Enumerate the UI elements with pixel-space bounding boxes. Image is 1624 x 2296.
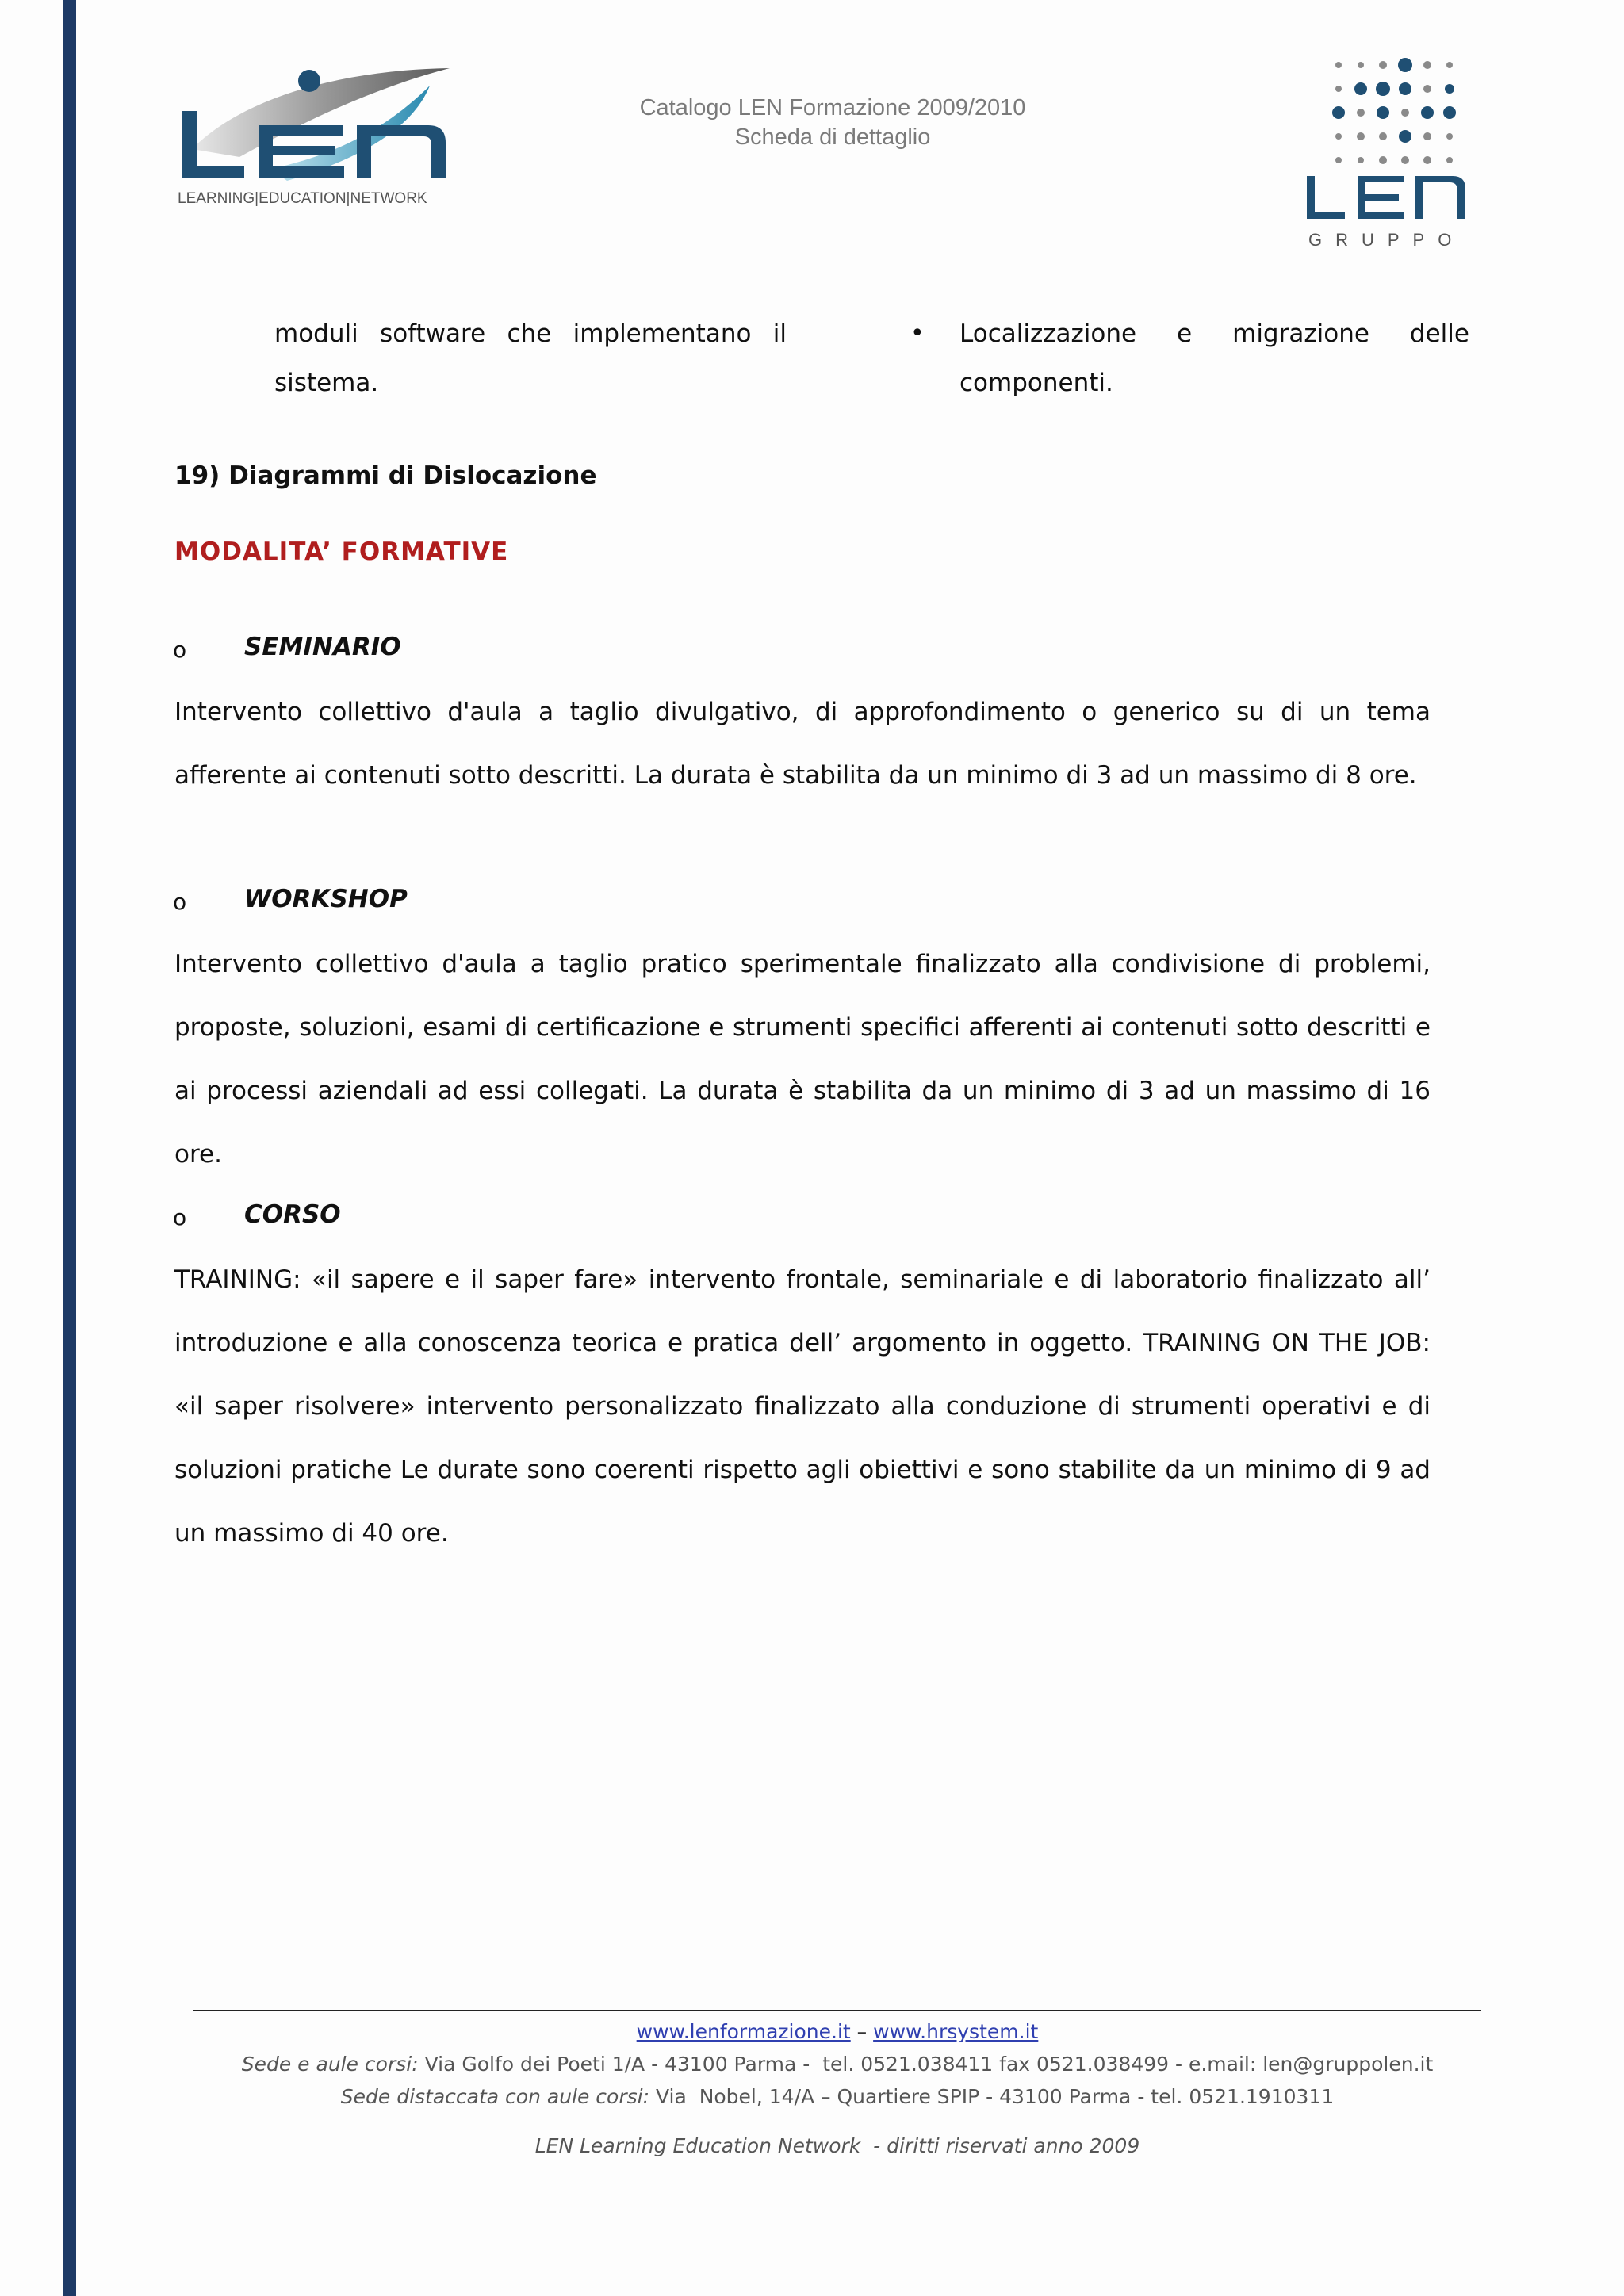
bullet-word: e [1177, 320, 1193, 348]
footer-address-secondary [193, 2083, 1481, 2111]
logo-dot [1399, 82, 1411, 95]
logo-dot [1399, 130, 1411, 143]
logo-dot [1446, 133, 1453, 140]
corso-title: CORSO [244, 1200, 341, 1229]
logo-dot [1358, 62, 1364, 68]
footer-address-text: Via Golfo dei Poeti 1/A - 43100 Parma - tel. 0521.038411 fax 0521.038499 - e.mail: len@gruppolen.it [418, 2053, 1434, 2076]
logo-dot [1376, 82, 1390, 96]
logo-dot [1357, 132, 1365, 140]
continuation-left-text: moduli software che implementano il sistema. [274, 320, 787, 397]
logo-tagline: LEARNING|EDUCATION|NETWORK [178, 190, 427, 207]
logo-dot [1377, 106, 1389, 119]
logo-dot [1335, 133, 1342, 140]
logo-dot [1421, 106, 1434, 119]
logo-dot [1423, 132, 1431, 140]
section-heading: 19) Diagrammi di Dislocazione [174, 461, 597, 490]
gruppo-label: GRUPPO [1308, 230, 1465, 250]
logo-dot [1445, 84, 1454, 94]
bullet-line-2: componenti. [959, 369, 1113, 397]
seminario-description: Intervento collettivo d'aula a taglio divulgativo, di approfondimento o generico su di un tema afferente ai contenuti sotto descritti. La durata è stabilita da un minimo di 3 ad un massimo di 8 ore. [174, 698, 1431, 790]
workshop-title: WORKSHOP [244, 885, 408, 913]
logo-dot [1401, 109, 1409, 117]
footer-link-separator: – [856, 2020, 868, 2043]
lenformazione-link[interactable]: www.lenformazione.it [636, 2020, 851, 2043]
hrsystem-link[interactable]: www.hrsystem.it [873, 2020, 1039, 2043]
len-gruppo-logo [1297, 49, 1469, 257]
footer-address-main [193, 2050, 1481, 2079]
logo-dot [1379, 156, 1387, 164]
bullet-word: delle [1409, 320, 1469, 348]
circle-bullet-icon: o [173, 637, 187, 663]
logo-dot [1354, 82, 1367, 95]
bullet-word: migrazione [1232, 320, 1369, 348]
logo-dot [1401, 156, 1409, 164]
logo-dot [1379, 132, 1387, 140]
logo-dot [1358, 157, 1364, 163]
bullet-dot-icon: • [910, 320, 925, 347]
logo-dot [1398, 58, 1412, 72]
logo-dot [1423, 61, 1431, 69]
logo-dot [1446, 157, 1453, 163]
page-left-border [63, 0, 76, 2296]
footer-divider [193, 2010, 1481, 2011]
circle-bullet-icon: o [173, 1204, 187, 1230]
copyright-text: LEN Learning Education Network - diritti riservati anno 2009 [534, 2134, 1140, 2157]
header-caption [571, 94, 1094, 152]
continuation-right-bullet [959, 309, 1469, 408]
catalog-title: Catalogo LEN Formazione 2009/2010 [639, 95, 1026, 121]
logo-dot [1423, 156, 1431, 164]
footer-secondary-label: Sede distaccata con aule corsi: [340, 2085, 650, 2108]
modalita-formative-title: MODALITA’ FORMATIVE [174, 538, 509, 566]
logo-dot [1443, 106, 1456, 119]
corso-description: TRAINING: «il sapere e il saper fare» intervento frontale, seminariale e di laboratorio finalizzato all’ introduzione e alla conoscenza teorica e pratica dell’ argomento in oggetto. TRAINING ON THE JOB: «il saper risolvere» intervento personalizzato finalizzato alla conduzione di strumenti operativi e di soluzioni pratiche Le durate sono coerenti rispetto agli obiettivi e sono stabilite da un minimo di 9 ad un massimo di 40 ore. [174, 1265, 1431, 1548]
logo-dot [1335, 86, 1342, 92]
footer-address-label: Sede e aule corsi: [241, 2053, 419, 2076]
workshop-description: Intervento collettivo d'aula a taglio pratico sperimentale finalizzato alla condivisione di problemi, proposte, soluzioni, esami di certificazione e strumenti specifici afferenti ai contenuti sotto descritti e ai processi aziendali ad essi collegati. La durata è stabilita da un minimo di 3 ad un massimo di 16 ore. [174, 950, 1431, 1169]
footer-secondary-text: Via Nobel, 14/A – Quartiere SPIP - 43100 Parma - tel. 0521.1910311 [649, 2085, 1335, 2108]
catalog-subtitle: Scheda di dettaglio [734, 124, 931, 150]
bullet-line-1 [959, 309, 1469, 358]
logo-dot [1335, 62, 1342, 68]
seminario-title: SEMINARIO [244, 633, 401, 661]
logo-dot [1379, 61, 1387, 69]
circle-bullet-icon: o [173, 889, 187, 915]
len-learning-logo [176, 62, 455, 211]
bullet-word: Localizzazione [959, 320, 1137, 348]
logo-dot [1335, 157, 1342, 163]
footer-links [193, 2018, 1481, 2046]
logo-dot [1446, 62, 1453, 68]
logo-dot [1332, 106, 1345, 119]
logo-dot [1423, 85, 1431, 93]
logo-dot [1357, 109, 1365, 117]
footer-copyright [193, 2132, 1481, 2160]
